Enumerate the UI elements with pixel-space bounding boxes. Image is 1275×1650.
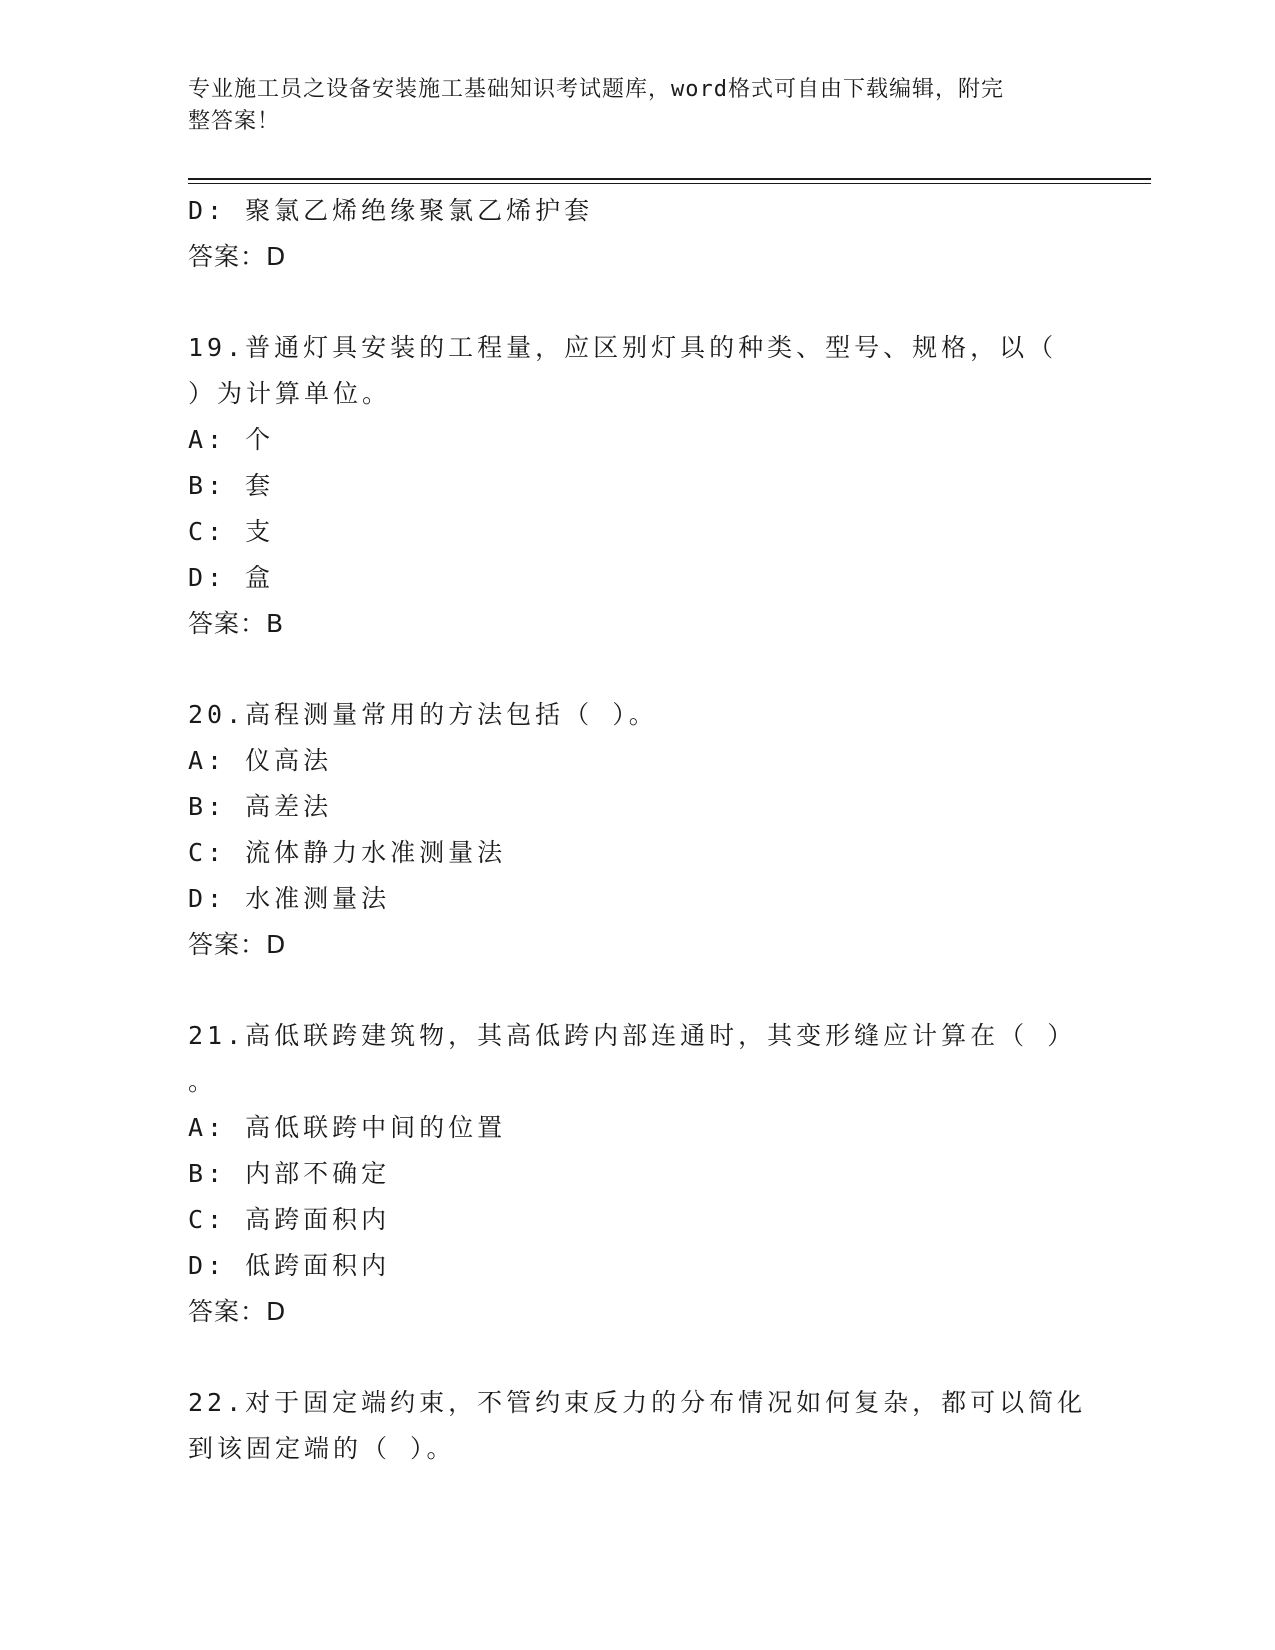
question-text-line: 20.高程测量常用的方法包括（ ）。 — [188, 700, 658, 729]
question-text-line: 21.高低联跨建筑物，其高低跨内部连通时，其变形缝应计算在（ ） — [188, 1021, 1077, 1050]
question-text-line: 22.对于固定端约束，不管约束反力的分布情况如何复杂，都可以简化 — [188, 1388, 1087, 1417]
question-text-line: ）为计算单位。 — [188, 379, 392, 408]
question-22 — [188, 1380, 1088, 1472]
spacer — [188, 968, 1088, 1013]
header-divider-thin — [188, 183, 1151, 184]
option-a: A: 仪高法 — [188, 746, 333, 775]
spacer — [188, 280, 1088, 325]
question-19 — [188, 325, 1088, 647]
option-d: D: 聚氯乙烯绝缘聚氯乙烯护套 — [188, 196, 594, 225]
header-divider-thick — [188, 178, 1151, 180]
answer-line: 答案：D — [188, 1297, 287, 1326]
option-b: B: 套 — [188, 471, 275, 500]
header-line-1: 专业施工员之设备安装施工基础知识考试题库，word格式可自由下载编辑，附完 — [188, 77, 1004, 102]
previous-question-tail — [188, 188, 1088, 280]
question-21 — [188, 1013, 1088, 1335]
option-b: B: 内部不确定 — [188, 1159, 391, 1188]
option-d: D: 水准测量法 — [188, 884, 391, 913]
question-text-line: 。 — [188, 1067, 218, 1096]
option-c: C: 高跨面积内 — [188, 1205, 391, 1234]
answer-line: 答案：D — [188, 242, 287, 271]
document-header — [188, 74, 1068, 138]
option-c: C: 支 — [188, 517, 275, 546]
document-body — [188, 188, 1088, 1472]
option-d: D: 低跨面积内 — [188, 1251, 391, 1280]
question-20 — [188, 692, 1088, 968]
option-b: B: 高差法 — [188, 792, 333, 821]
question-text-line: 19.普通灯具安装的工程量，应区别灯具的种类、型号、规格，以（ — [188, 333, 1058, 362]
option-d: D: 盒 — [188, 563, 275, 592]
spacer — [188, 1335, 1088, 1380]
header-line-2: 整答案！ — [188, 109, 281, 134]
answer-line: 答案：D — [188, 930, 287, 959]
question-text-line: 到该固定端的（ ）。 — [188, 1434, 456, 1463]
option-a: A: 高低联跨中间的位置 — [188, 1113, 507, 1142]
answer-line: 答案：B — [188, 609, 285, 638]
option-a: A: 个 — [188, 425, 275, 454]
spacer — [188, 647, 1088, 692]
option-c: C: 流体静力水准测量法 — [188, 838, 507, 867]
